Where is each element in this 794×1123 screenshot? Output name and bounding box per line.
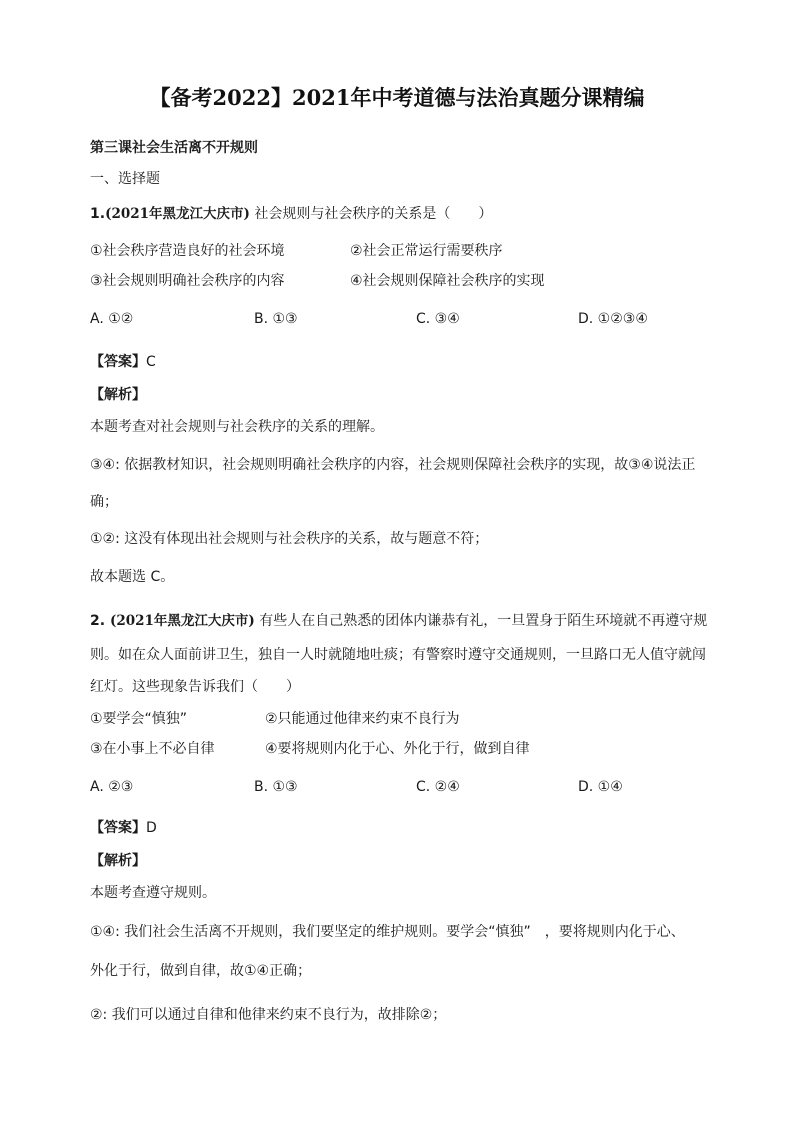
question-source: (2021年黑龙江大庆市): [109, 613, 255, 629]
analysis-line: 故本题选 C。: [90, 569, 175, 585]
question-source: (2021年黑龙江大庆市): [105, 206, 250, 222]
option-d: D. ①④: [578, 779, 623, 795]
option-a: A. ①②: [90, 311, 134, 327]
answer-value: D: [146, 820, 157, 836]
analysis-line: 外化于行，做到自律，故①④正确；: [90, 963, 312, 979]
option-c: C. ③④: [416, 311, 460, 327]
statement: ①要学会“慎独”: [90, 711, 188, 727]
statement: ④社会规则保障社会秩序的实现: [350, 273, 545, 289]
question-number: 1.: [90, 206, 106, 222]
question-2-stem: [90, 612, 707, 630]
question-text-line: 红灯。这些现象告诉我们（ ）: [90, 679, 300, 695]
option-c: C. ②④: [416, 779, 460, 795]
analysis-line: ③④: 依据教材知识，社会规则明确社会秩序的内容，社会规则保障社会秩序的实现，故③④说法正: [90, 457, 696, 473]
analysis-label: 【解析】: [90, 387, 146, 403]
question-text-line: 则。如在众人面前讲卫生，独自一人时就随地吐痰；有警察时遵守交通规则，一旦路口无人值守就闯: [90, 647, 706, 663]
option-a: A. ②③: [90, 779, 134, 795]
analysis-line: ②: 我们可以通过自律和他律来约束不良行为，故排除②；: [90, 1007, 447, 1023]
statement: ②只能通过他律来约束不良行为: [265, 711, 460, 727]
option-b: B. ①③: [254, 779, 298, 795]
answer-line: [90, 819, 157, 837]
answer-value: C: [146, 354, 156, 370]
answer-label: 【答案】: [90, 820, 146, 836]
section-heading: 一、选择题: [90, 171, 160, 187]
question-number: 2.: [90, 613, 110, 629]
statement: ②社会正常运行需要秩序: [350, 243, 503, 259]
statement: ③社会规则明确社会秩序的内容: [90, 273, 285, 289]
question-text: 有些人在自己熟悉的团体内谦恭有礼，一旦置身于陌生环境就不再遵守规: [259, 613, 708, 629]
question-1-stem: [90, 205, 492, 223]
analysis-line: ①④: 我们社会生活离不开规则，我们要坚定的维护规则。要学会“慎独” ，要将规则内化于心、: [90, 924, 685, 940]
document-title: 【备考2022】2021年中考道德与法治真题分课精编: [149, 85, 645, 110]
answer-line: [90, 353, 156, 371]
analysis-label: 【解析】: [90, 853, 146, 869]
statement: ④要将规则内化于心、外化于行，做到自律: [265, 741, 530, 757]
lesson-heading: 第三课社会生活离不开规则: [90, 140, 258, 156]
statement: ①社会秩序营造良好的社会环境: [90, 243, 285, 259]
option-b: B. ①③: [254, 311, 298, 327]
analysis-line: ①②: 这没有体现出社会规则与社会秩序的关系，故与题意不符；: [90, 531, 489, 547]
statement: ③在小事上不必自律: [90, 741, 215, 757]
analysis-line: 本题考查对社会规则与社会秩序的关系的理解。: [90, 419, 384, 435]
analysis-line: 本题考查遵守规则。: [90, 885, 216, 901]
answer-label: 【答案】: [90, 354, 146, 370]
option-d: D. ①②③④: [578, 311, 648, 327]
question-text: 社会规则与社会秩序的关系是（ ）: [249, 206, 493, 222]
analysis-line: 确；: [90, 494, 118, 510]
